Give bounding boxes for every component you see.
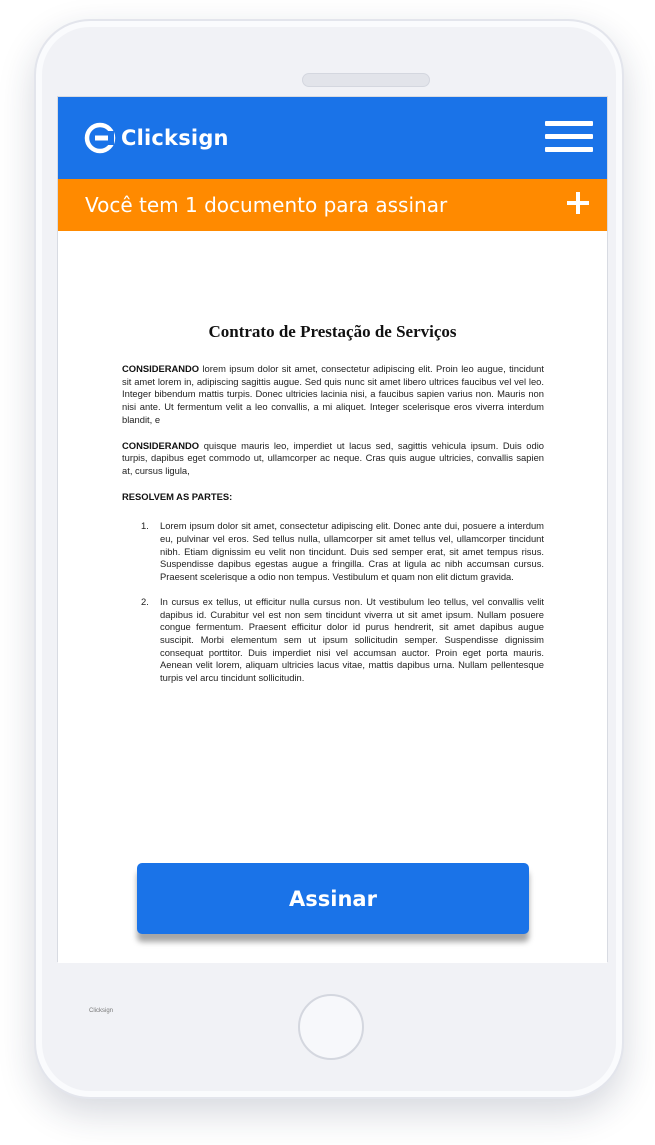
clause-text: In cursus ex tellus, ut efficitur nulla cursus non. Ut vestibulum leo tellus, vel convallis velit dapibus id. Curabitur vel est non sem tincidunt viverra ut sit amet ipsum. Nullam posuere congue fermentum. Praesent efficitur dolor id purus hendrerit, sit amet dapibus augue suscipit. Morbi elementum sem ut ipsum sollicitudin semper. Suspendisse dignissim consequat porttitor. Duis imperdiet nisi vel accumsan auctor. Proin eget porta mauris. Aenean velit lorem, aliquam ultricies lacus vitae, mattis dapibus urna. Nullam pellentesque turpis vel arcu tincidunt sollicitudin. xyxy=(160,595,544,684)
document-viewer xyxy=(58,231,607,1014)
sign-button[interactable]: Assinar xyxy=(137,863,529,934)
document-paragraph xyxy=(122,440,544,478)
document-body xyxy=(122,363,544,697)
document-footer-mark: Clicksign xyxy=(89,1008,114,1014)
document-paragraph xyxy=(122,363,544,427)
brand-name: Clicksign xyxy=(121,126,229,150)
paragraph-lead: CONSIDERANDO xyxy=(122,363,200,374)
clause-list xyxy=(122,520,544,684)
document-title: Contrato de Prestação de Serviços xyxy=(208,322,457,341)
phone-frame xyxy=(34,19,624,1099)
app-header xyxy=(58,97,607,179)
clause-text: Lorem ipsum dolor sit amet, consectetur adipiscing elit. Donec ante dui, posuere a interdum eu, pulvinar vel eros. Sed tellus nulla, ullamcorper sit amet tellus vel, ullamcorper tincidunt nibh. Etiam dignissim eu velit non tincidunt. Duis sed semper erat, sit amet tempus risus. Suspendisse dapibus egestas augue a fringilla. Cras at ligula ac nibh accumsan cursus. Praesent scelerisque a odio non tempus. Vestibulum et quam non elit dictum gravida. xyxy=(160,520,544,583)
phone-screen xyxy=(57,96,608,1014)
clause-number: 2. xyxy=(141,595,149,607)
pending-documents-banner xyxy=(58,179,607,231)
plus-icon[interactable] xyxy=(566,191,590,215)
pending-documents-text: Você tem 1 documento para assinar xyxy=(85,193,448,217)
brand-logo[interactable] xyxy=(84,121,229,155)
clause-number: 1. xyxy=(141,520,149,532)
phone-home-button[interactable] xyxy=(298,994,364,1060)
paragraph-text: lorem ipsum dolor sit amet, consectetur adipiscing elit. Proin leo augue, tincidunt sit amet lorem in, adipiscing sagittis augue. Sed quis nunc sit amet libero ultrices faucibus vel vel leo. Integer bibendum mattis turpis. Donec ultricies lacinia nisi, a faucibus sapien varius non. Mauris non nisi ante. Ut fermentum velit a leo convallis, a mi aliquet. Integer scelerisque eros viverra interdum blandit, e xyxy=(122,363,544,425)
hamburger-menu-icon[interactable] xyxy=(545,119,593,155)
clause-item xyxy=(122,520,544,584)
paragraph-lead: CONSIDERANDO xyxy=(122,439,200,451)
phone-speaker xyxy=(302,73,430,87)
paragraph-text: quisque mauris leo, imperdiet ut lacus sed, sagittis vehicula ipsum. Duis odio turpis, dapibus eget commodo ut, ullamcorper ac neque. Cras quis augue ultricies, convallis sapien at, cursus ligula, xyxy=(122,439,544,476)
clicksign-logo-icon xyxy=(84,122,116,154)
resolve-heading: RESOLVEM AS PARTES: xyxy=(122,490,233,502)
clause-item xyxy=(122,596,544,685)
